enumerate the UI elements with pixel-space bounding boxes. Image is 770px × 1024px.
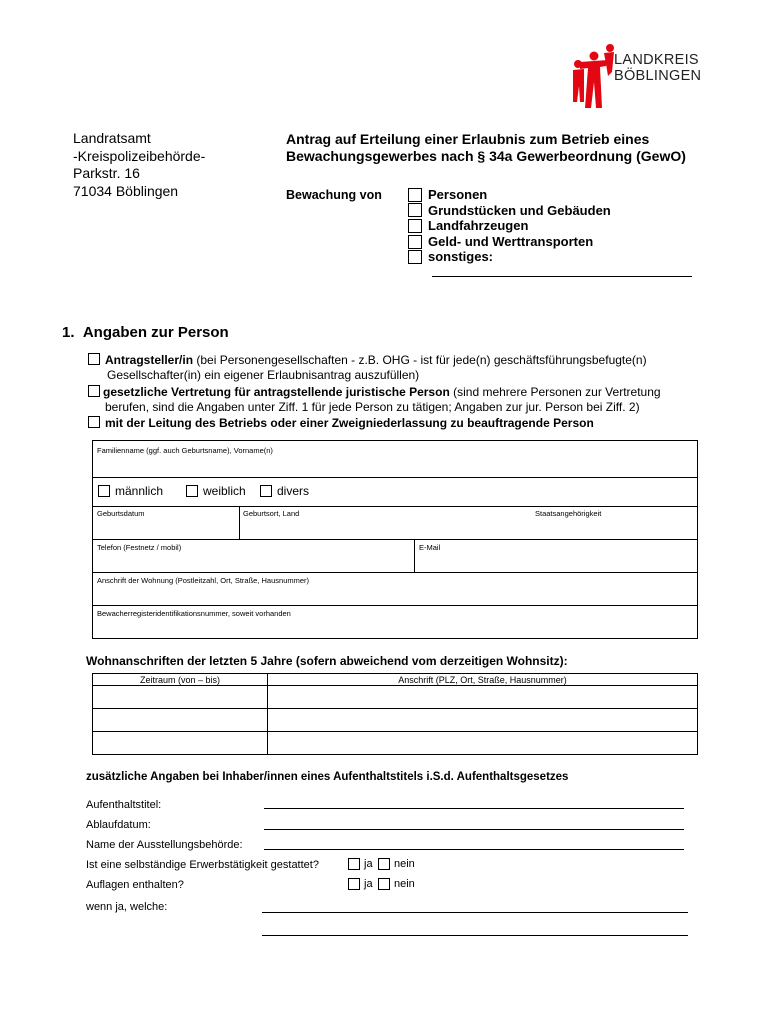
gender-row: [92, 477, 698, 507]
expiry-label: Ablaufdatum:: [86, 819, 151, 831]
checkbox[interactable]: [98, 485, 110, 497]
phone-field[interactable]: Telefon (Festnetz / mobil): [92, 539, 415, 573]
home-address-field[interactable]: Anschrift der Wohnung (Postleitzahl, Ort, Straße, Hausnummer): [92, 572, 698, 606]
address-cell[interactable]: [268, 732, 698, 755]
which-label: wenn ja, welche:: [86, 901, 168, 913]
checkbox[interactable]: [88, 416, 100, 428]
logo-figures-icon: [570, 42, 616, 110]
residences-table: [92, 673, 698, 755]
recipient-address: [73, 130, 205, 200]
gender-female[interactable]: weiblich: [186, 484, 246, 498]
form-title: Antrag auf Erteilung einer Erlaubnis zum Betrieb eines Bewachungsgewerbes nach § 34a Gewerbeordnung (GewO): [286, 131, 686, 164]
name-field[interactable]: Familienname (ggf. auch Geburtsname), Vorname(n): [92, 440, 698, 478]
checkbox[interactable]: [348, 878, 360, 890]
option-vertretung: gesetzliche Vertretung für antragstellende juristische Person (sind mehrere Personen zur Vertretung berufen, sind die Angaben unter Ziff. 1 für jede Person zu tätigen; Angaben zur jur. Person bei Ziff. 2): [88, 385, 718, 415]
email-field[interactable]: E-Mail: [414, 539, 698, 573]
period-cell[interactable]: [93, 686, 268, 709]
permit-input-line[interactable]: [264, 808, 684, 809]
authority-input-line[interactable]: [264, 849, 684, 850]
address-line: Parkstr. 16: [73, 165, 140, 181]
option-geldtransporte: Geld- und Werttransporten: [408, 234, 611, 250]
option-leitung: mit der Leitung des Betriebs oder einer Zweigniederlassung zu beauftragende Person: [88, 416, 708, 431]
gender-diverse[interactable]: divers: [260, 484, 309, 498]
expiry-input-line[interactable]: [264, 829, 684, 830]
col-address: Anschrift (PLZ, Ort, Straße, Hausnummer): [268, 674, 698, 686]
selfemployed-no[interactable]: nein: [378, 858, 415, 870]
period-cell[interactable]: [93, 709, 268, 732]
checkbox[interactable]: [408, 250, 422, 264]
logo: [570, 42, 710, 112]
guard-id-field[interactable]: Bewacherregisteridentifikationsnummer, soweit vorhanden: [92, 605, 698, 639]
checkbox[interactable]: [408, 219, 422, 233]
option-antragsteller: Antragsteller/in (bei Personengesellschaften - z.B. OHG - ist für jede(n) geschäftsführungsbefugte(n) Gesellschafter(in) ein eigener Erlaubnisantrag auszufüllen): [88, 353, 708, 383]
sonstiges-input-line[interactable]: [432, 276, 692, 277]
residence-permit-heading: zusätzliche Angaben bei Inhaber/innen eines Aufenthaltstitels i.S.d. Aufenthaltsgesetzes: [86, 771, 569, 783]
conditions-no[interactable]: nein: [378, 878, 415, 890]
section-heading: 1. Angaben zur Person: [62, 324, 229, 341]
logo-line2: BÖBLINGEN: [614, 68, 702, 84]
which-input-line-2[interactable]: [262, 935, 688, 936]
option-personen: Personen: [408, 187, 611, 203]
period-cell[interactable]: [93, 732, 268, 755]
option-sonstiges: sonstiges:: [408, 249, 611, 265]
address-cell[interactable]: [268, 686, 698, 709]
checkbox[interactable]: [378, 878, 390, 890]
checkbox[interactable]: [260, 485, 272, 497]
checkbox[interactable]: [408, 235, 422, 249]
address-cell[interactable]: [268, 709, 698, 732]
permit-label: Aufenthaltstitel:: [86, 799, 162, 811]
gender-male[interactable]: männlich: [98, 484, 163, 498]
option-landfahrzeuge: Landfahrzeugen: [408, 218, 611, 234]
selfemployed-label: Ist eine selbständige Erwerbstätigkeit gestattet?: [86, 859, 319, 871]
conditions-label: Auflagen enthalten?: [86, 879, 184, 891]
bewachung-options: [408, 187, 611, 265]
checkbox[interactable]: [88, 385, 100, 397]
authority-label: Name der Ausstellungsbehörde:: [86, 839, 243, 851]
table-row: [93, 709, 698, 732]
logo-line1: LANDKREIS: [614, 52, 699, 68]
table-row: [93, 686, 698, 709]
table-header-row: [93, 674, 698, 686]
logo-text: [614, 52, 701, 84]
checkbox[interactable]: [348, 858, 360, 870]
col-period: Zeitraum (von – bis): [93, 674, 268, 686]
checkbox[interactable]: [378, 858, 390, 870]
which-input-line[interactable]: [262, 912, 688, 913]
selfemployed-yes[interactable]: ja: [348, 858, 373, 870]
address-line: 71034 Böblingen: [73, 182, 179, 199]
address-line: -Kreispolizeibehörde-: [73, 147, 206, 164]
bewachung-label: Bewachung von: [286, 188, 382, 202]
birthdate-field[interactable]: Geburtsdatum: [92, 506, 240, 540]
birthplace-field[interactable]: Geburtsort, Land Staatsangehörigkeit: [239, 506, 698, 540]
option-grundstuecke: Grundstücken und Gebäuden: [408, 203, 611, 219]
table-row: [93, 732, 698, 755]
conditions-yes[interactable]: ja: [348, 878, 373, 890]
address-line: Landratsamt: [73, 130, 151, 146]
checkbox[interactable]: [408, 188, 422, 202]
checkbox[interactable]: [408, 203, 422, 217]
checkbox[interactable]: [88, 353, 100, 365]
checkbox[interactable]: [186, 485, 198, 497]
residences-heading: Wohnanschriften der letzten 5 Jahre (sofern abweichend vom derzeitigen Wohnsitz):: [86, 654, 568, 668]
